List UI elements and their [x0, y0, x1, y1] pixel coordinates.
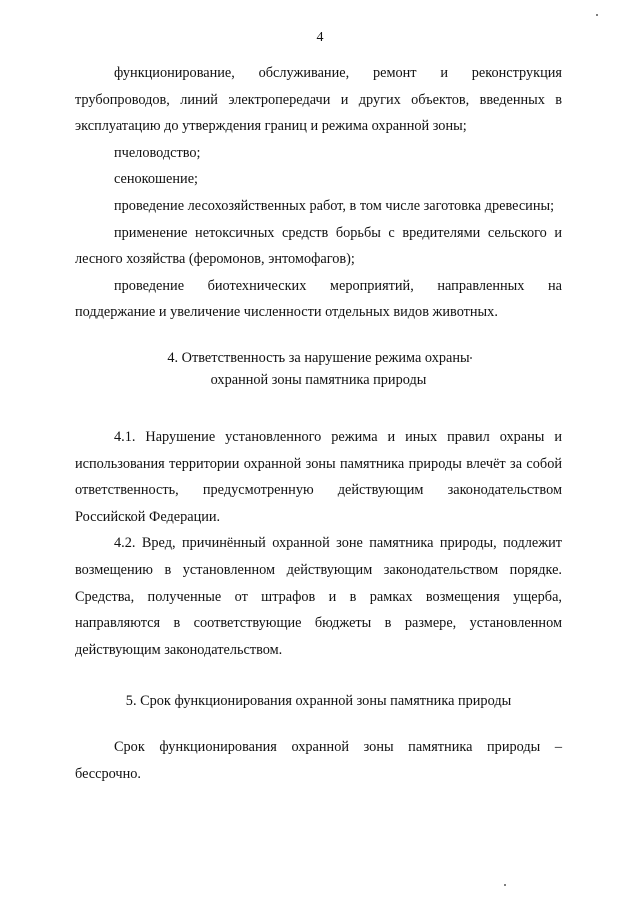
paragraph-4-2: 4.2. Вред, причинённый охранной зоне памятника природы, подлежит возмещению в установленном действующим законодательством порядке. Средства, полученные от штрафов и в рамках возмещения ущерба, направляются в соответствующие бюджеты в размере, установленном действующим законодательством. — [75, 535, 562, 658]
paragraph-biotechnical: проведение биотехнических мероприятий, направленных на поддержание и увеличение численности отдельных видов животных. — [75, 277, 562, 321]
scan-speck — [504, 884, 506, 886]
paragraph-pest-control: применение нетоксичных средств борьбы с вредителями сельского и лесного хозяйства (феромонов, энтомофагов); — [75, 224, 562, 268]
paragraph-forestry: проведение лесохозяйственных работ, в том числе заготовка древесины; — [114, 197, 555, 214]
section-4-heading-line-1: 4. Ответственность за нарушение режима охраны — [167, 349, 470, 366]
paragraph-pipelines: функционирование, обслуживание, ремонт и реконструкция трубопроводов, линий электропередачи и других объектов, введенных в эксплуатацию до утверждения границ и режима охранной зоны; — [75, 65, 562, 135]
scan-speck — [596, 14, 598, 16]
section-4-heading — [75, 347, 562, 391]
scan-speck — [470, 357, 472, 359]
paragraph-5-1: Срок функционирования охранной зоны памятника природы – бессрочно. — [75, 739, 562, 782]
section-5-heading: 5. Срок функционирования охранной зоны памятника природы — [125, 693, 512, 710]
document-body — [75, 60, 562, 787]
page-number: 4 — [316, 30, 324, 45]
paragraph-beekeeping: пчеловодство; — [114, 144, 201, 161]
paragraph-4-1: 4.1. Нарушение установленного режима и иных правил охраны и использования территории охранной зоны памятника природы влечёт за собой ответственность, предусмотренную действующим законодательством Российской Федерации. — [75, 428, 562, 525]
section-4-heading-line-2: охранной зоны памятника природы — [210, 371, 427, 388]
paragraph-haymaking: сенокошение; — [114, 171, 199, 188]
